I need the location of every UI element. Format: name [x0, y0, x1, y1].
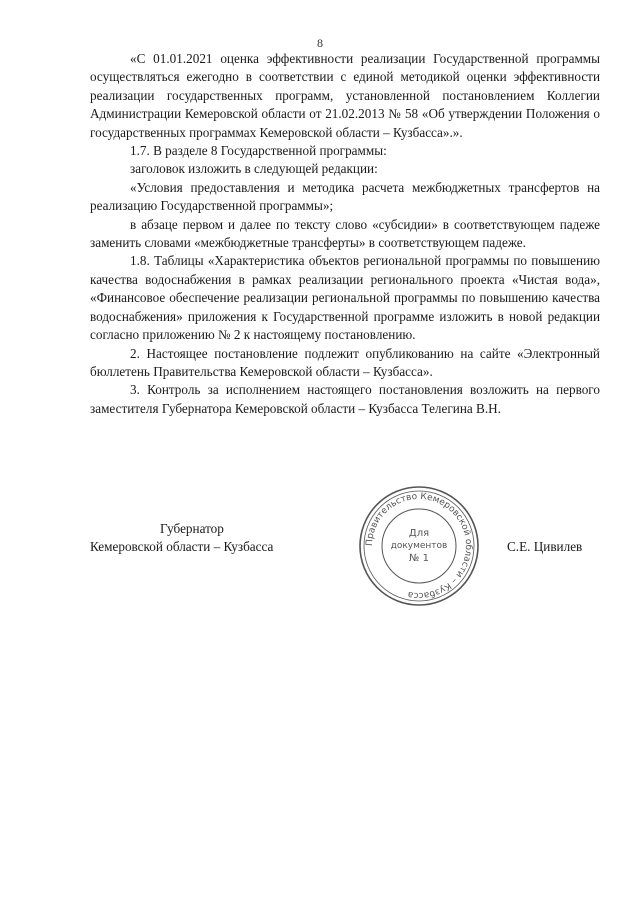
- paragraph-4: «Условия предоставления и методика расчета межбюджетных трансфертов на реализацию Государственной программы»;: [90, 179, 600, 214]
- seal-center-line3: № 1: [409, 553, 429, 564]
- seal-ring-text: Правительство Кемеровской области – Кузбасса: [364, 491, 474, 601]
- signatory-name: С.Е. Цивилев: [507, 539, 583, 554]
- paragraph-2: 1.7. В разделе 8 Государственной программы:: [130, 143, 387, 159]
- paragraph-5: в абзаце первом и далее по тексту слово «субсидии» в соответствующем падеже заменить словами «межбюджетные трансферты» в соответствующем падеже.: [90, 216, 600, 251]
- signatory-title: [90, 520, 290, 557]
- signatory-title-line2: Кемеровской области – Кузбасса: [90, 539, 274, 555]
- document-body: [90, 50, 600, 418]
- official-seal: [357, 484, 481, 608]
- paragraph-1: «С 01.01.2021 оценка эффективности реализации Государственной программы осуществляться ежегодно в соответствии с единой методикой оценки эффективности реализации государственных программ, установленной постановлением Коллегии Администрации Кемеровской области от 21.02.2013 № 58 «Об утверждении Положения о государственных программах Кемеровской области – Кузбасса».».: [90, 51, 600, 140]
- paragraph-7: 2. Настоящее постановление подлежит опубликованию на сайте «Электронный бюллетень Правительства Кемеровской области – Кузбасса».: [90, 345, 600, 379]
- paragraph-6: 1.8. Таблицы «Характеристика объектов региональной программы по повышению качества водоснабжения в рамках реализации регионального проекта «Чистая вода», «Финансовое обеспечение реализации региональной программы по повышению качества водоснабжения» приложения к Государственной программе изложить в новой редакции согласно приложению № 2 к настоящему постановлению.: [90, 253, 600, 343]
- page-number: 8: [317, 36, 323, 50]
- seal-center-line1: Для: [408, 528, 430, 539]
- paragraph-3: заголовок изложить в следующей редакции:: [130, 161, 378, 177]
- paragraph-8: 3. Контроль за исполнением настоящего постановления возложить на первого заместителя Губернатора Кемеровской области – Кузбасса Телегина В.Н.: [90, 382, 600, 416]
- seal-center-line2: документов: [390, 541, 448, 551]
- signatory-title-line1: Губернатор: [160, 521, 224, 536]
